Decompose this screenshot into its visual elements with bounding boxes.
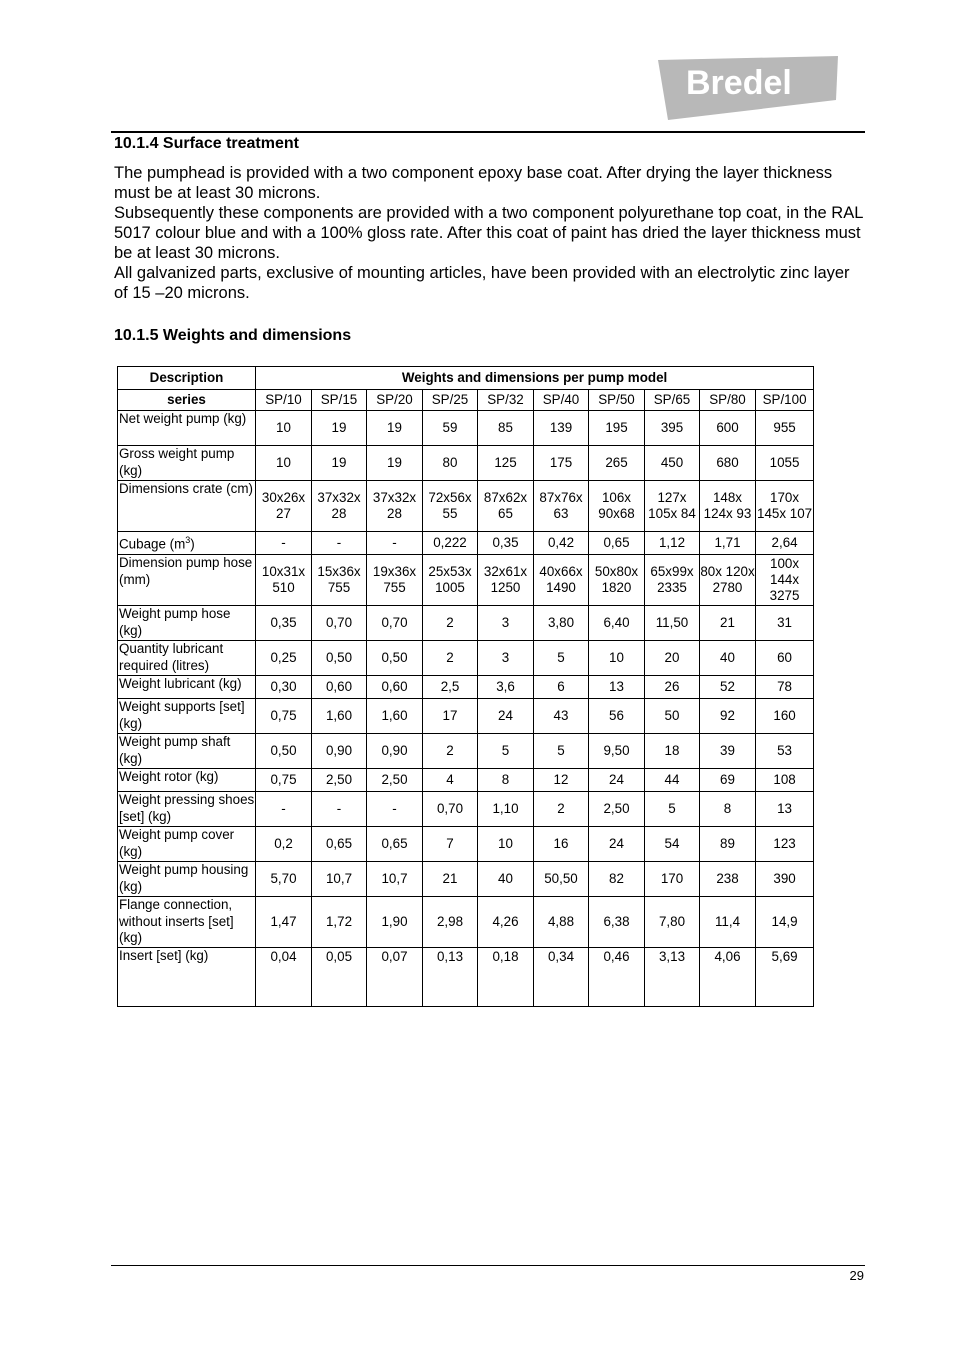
table-cell: 0,65 [312,827,367,862]
model-header: SP/32 [478,390,534,411]
table-cell: - [312,532,367,555]
footer-rule [111,1265,865,1266]
table-cell: 69 [700,769,756,792]
table-cell: 0,34 [534,948,589,1007]
row-label-text: Insert [set] (kg) [119,948,209,963]
table-row [118,641,814,676]
table-cell: 127x 105x 84 [645,481,700,532]
table-cell: 175 [534,446,589,481]
table-cell: 10 [478,827,534,862]
row-label-text: Cubage (m [119,536,186,552]
table-cell: 0,70 [423,792,478,827]
table-cell: 15x36x 755 [312,555,367,606]
table-cell: 20 [645,641,700,676]
table-cell: 2,98 [423,897,478,948]
row-label [118,606,256,641]
row-label [118,641,256,676]
row-label [118,862,256,897]
paragraph-galvanized: All galvanized parts, exclusive of mounting articles, have been provided with an electrolytic zinc layer of 15 –20 microns. [114,264,850,302]
table-cell: 54 [645,827,700,862]
table-cell: 37x32x 28 [367,481,423,532]
table-cell: 87x76x 63 [534,481,589,532]
model-header: SP/20 [367,390,423,411]
row-label [118,446,256,481]
table-cell: 1,47 [256,897,312,948]
table-cell: - [312,792,367,827]
table-cell: 80 [423,446,478,481]
table-row [118,555,814,606]
table-row [118,792,814,827]
table-cell: 3 [478,606,534,641]
table-cell: 0,50 [367,641,423,676]
table-cell: 2 [534,792,589,827]
table-cell: 5 [534,734,589,769]
table-cell: 6,38 [589,897,645,948]
table-cell: 0,13 [423,948,478,1007]
table-cell: 0,75 [256,699,312,734]
table-cell: 123 [756,827,814,862]
table-cell: 10x31x 510 [256,555,312,606]
table-cell: 80x 120x 2780 [700,555,756,606]
table-cell: 26 [645,676,700,699]
table-cell: 50x80x 1820 [589,555,645,606]
table-cell: 87x62x 65 [478,481,534,532]
table-cell: 1,60 [312,699,367,734]
table-cell: 1,71 [700,532,756,555]
row-label-text: Dimension pump hose (mm) [119,555,253,587]
table-cell: 195 [589,411,645,446]
logo-text: Bredel [686,64,792,102]
table-cell: 5,70 [256,862,312,897]
table-cell: 0,50 [256,734,312,769]
table-cell: 3 [478,641,534,676]
row-label-text: Gross weight pump (kg) [119,446,235,478]
row-label [118,948,256,1007]
table-cell: 53 [756,734,814,769]
table-cell: 139 [534,411,589,446]
table-cell: 9,50 [589,734,645,769]
table-cell: 0,222 [423,532,478,555]
table-cell: 24 [589,827,645,862]
model-header: SP/50 [589,390,645,411]
row-label [118,827,256,862]
weights-dimensions-table [117,366,814,1007]
table-row [118,827,814,862]
table-cell: 0,18 [478,948,534,1007]
table-row [118,699,814,734]
table-cell: 8 [700,792,756,827]
table-cell: 11,4 [700,897,756,948]
table-cell: 7,80 [645,897,700,948]
table-cell: 1,10 [478,792,534,827]
heading-weights-dimensions: 10.1.5 Weights and dimensions [114,327,352,344]
table-cell: 0,46 [589,948,645,1007]
row-label-text: Weight pressing shoes [set] (kg) [119,792,255,824]
model-header: SP/40 [534,390,589,411]
table-cell: 6,40 [589,606,645,641]
paragraph-top-coat: Subsequently these components are provided with a two component polyurethane top coat, in the RAL 5017 colour blue and with a 100% gloss rate. After this coat of paint has dried the layer thickness must be at least 30 microns. [114,204,863,262]
table-cell: 680 [700,446,756,481]
table-cell: 10,7 [367,862,423,897]
table-cell: 0,30 [256,676,312,699]
heading-surface-treatment: 10.1.4 Surface treatment [114,135,299,152]
table-cell: 0,2 [256,827,312,862]
table-cell: 44 [645,769,700,792]
paragraph-base-coat: The pumphead is provided with a two component epoxy base coat. After drying the layer thickness must be at least 30 microns. [114,164,833,202]
table-row [118,411,814,446]
table-cell: 32x61x 1250 [478,555,534,606]
table-cell: 148x 124x 93 [700,481,756,532]
table-cell: 24 [589,769,645,792]
table-cell: 265 [589,446,645,481]
model-header: SP/65 [645,390,700,411]
surface-treatment-text [114,163,864,303]
table-cell: 6 [534,676,589,699]
table-cell: 89 [700,827,756,862]
table-cell: 0,65 [589,532,645,555]
table-cell: 600 [700,411,756,446]
table-cell: 59 [423,411,478,446]
table-cell: 31 [756,606,814,641]
description-header: Description [118,367,256,390]
table-row [118,734,814,769]
table-cell: 19 [367,411,423,446]
table-cell: 2 [423,734,478,769]
row-label-text: Weight pump housing (kg) [119,862,249,894]
row-label-superscript: 3 [185,535,191,545]
table-row [118,769,814,792]
table-cell: 43 [534,699,589,734]
table-cell: 106x 90x68 [589,481,645,532]
table-cell: 17 [423,699,478,734]
table-cell: 24 [478,699,534,734]
table-cell: 21 [700,606,756,641]
table-cell: 13 [756,792,814,827]
page-number: 29 [849,1268,864,1283]
table-cell: 0,70 [367,606,423,641]
table-cell: 0,35 [478,532,534,555]
table-cell: 4,26 [478,897,534,948]
table-cell: 1,72 [312,897,367,948]
row-label-text: Weight rotor (kg) [119,769,219,784]
table-row [118,948,814,1007]
table-cell: 5 [478,734,534,769]
table-cell: 4,88 [534,897,589,948]
row-label-text: Weight pump hose (kg) [119,606,231,638]
row-label-text: Weight pump shaft (kg) [119,734,231,766]
table-row [118,481,814,532]
table-cell: 1,90 [367,897,423,948]
table-header-row [118,367,814,390]
table-cell: 0,90 [367,734,423,769]
table-cell: 4 [423,769,478,792]
row-label [118,411,256,446]
row-label [118,792,256,827]
table-cell: 7 [423,827,478,862]
table-cell: 37x32x 28 [312,481,367,532]
table-cell: 0,75 [256,769,312,792]
row-label [118,481,256,532]
table-cell: 0,70 [312,606,367,641]
table-cell: 1,60 [367,699,423,734]
row-label [118,532,256,555]
table-cell: 0,50 [312,641,367,676]
table-cell: 0,05 [312,948,367,1007]
table-cell: 2,5 [423,676,478,699]
table-cell: 2 [423,641,478,676]
row-label [118,734,256,769]
table-cell: 1055 [756,446,814,481]
model-header: SP/10 [256,390,312,411]
model-header: SP/15 [312,390,367,411]
table-cell: 100x 144x 3275 [756,555,814,606]
table-row [118,862,814,897]
table-cell: 0,04 [256,948,312,1007]
table-cell: 10,7 [312,862,367,897]
table-cell: 82 [589,862,645,897]
table-cell: 0,07 [367,948,423,1007]
table-cell: 170 [645,862,700,897]
table-cell: 2,50 [589,792,645,827]
table-cell: 10 [256,411,312,446]
model-header: SP/100 [756,390,814,411]
table-cell: 0,35 [256,606,312,641]
table-cell: 0,90 [312,734,367,769]
table-cell: 160 [756,699,814,734]
table-cell: 955 [756,411,814,446]
table-cell: 5 [645,792,700,827]
table-row [118,446,814,481]
table-cell: 8 [478,769,534,792]
table-cell: 0,65 [367,827,423,862]
table-cell: 5,69 [756,948,814,1007]
table-cell: 0,42 [534,532,589,555]
row-label [118,555,256,606]
table-cell: 19x36x 755 [367,555,423,606]
table-cell: 65x99x 2335 [645,555,700,606]
table-cell: 0,60 [367,676,423,699]
table-cell: 60 [756,641,814,676]
table-cell: 78 [756,676,814,699]
row-label-text: Weight pump cover (kg) [119,827,235,859]
row-label-text: Weight supports [set] (kg) [119,699,245,731]
table-cell: 108 [756,769,814,792]
table-cell: 5 [534,641,589,676]
table-cell: 2,50 [312,769,367,792]
table-cell: 18 [645,734,700,769]
table-cell: 19 [312,411,367,446]
table-cell: - [256,532,312,555]
table-row [118,676,814,699]
row-label-text: Dimensions crate (cm) [119,481,253,496]
table-cell: 10 [256,446,312,481]
table-row [118,897,814,948]
table-cell: 4,06 [700,948,756,1007]
table-cell: 40 [700,641,756,676]
table-cell: 30x26x 27 [256,481,312,532]
table-cell: 390 [756,862,814,897]
table-row [118,532,814,555]
table-cell: 3,6 [478,676,534,699]
table-cell: 85 [478,411,534,446]
series-row [118,390,814,411]
table-cell: 19 [312,446,367,481]
table-cell: 16 [534,827,589,862]
table-cell: 50,50 [534,862,589,897]
table-cell: - [367,532,423,555]
table-cell: - [256,792,312,827]
row-label-text: Flange connection, without inserts [set] (kg) [119,897,234,945]
model-header: SP/25 [423,390,478,411]
table-cell: 72x56x 55 [423,481,478,532]
row-label-text: Quantity lubricant required (litres) [119,641,224,673]
table-cell: 25x53x 1005 [423,555,478,606]
series-label: series [118,390,256,411]
row-label [118,769,256,792]
table-cell: 450 [645,446,700,481]
row-label [118,699,256,734]
header-rule [111,131,865,133]
table-cell: 395 [645,411,700,446]
table-cell: 0,25 [256,641,312,676]
row-label [118,897,256,948]
table-cell: 19 [367,446,423,481]
table-row [118,606,814,641]
table-cell: 50 [645,699,700,734]
table-cell: 21 [423,862,478,897]
table-cell: 12 [534,769,589,792]
table-cell: 10 [589,641,645,676]
row-label [118,676,256,699]
table-cell: 40 [478,862,534,897]
table-cell: 2,50 [367,769,423,792]
bredel-logo [652,56,842,122]
table-cell: 52 [700,676,756,699]
row-label-text: Net weight pump (kg) [119,411,247,426]
group-header: Weights and dimensions per pump model [256,367,814,390]
model-header: SP/80 [700,390,756,411]
table-cell: 0,60 [312,676,367,699]
table-cell: 92 [700,699,756,734]
table-cell: 13 [589,676,645,699]
table-cell: - [367,792,423,827]
table-cell: 3,80 [534,606,589,641]
row-label-text: Weight lubricant (kg) [119,676,242,691]
table-cell: 40x66x 1490 [534,555,589,606]
table-cell: 3,13 [645,948,700,1007]
table-cell: 14,9 [756,897,814,948]
table-cell: 125 [478,446,534,481]
table-cell: 11,50 [645,606,700,641]
table-cell: 2,64 [756,532,814,555]
table-cell: 56 [589,699,645,734]
table-cell: 170x 145x 107 [756,481,814,532]
table-cell: 1,12 [645,532,700,555]
table-cell: 238 [700,862,756,897]
table-cell: 39 [700,734,756,769]
row-label-suffix: ) [190,536,195,552]
table-cell: 2 [423,606,478,641]
